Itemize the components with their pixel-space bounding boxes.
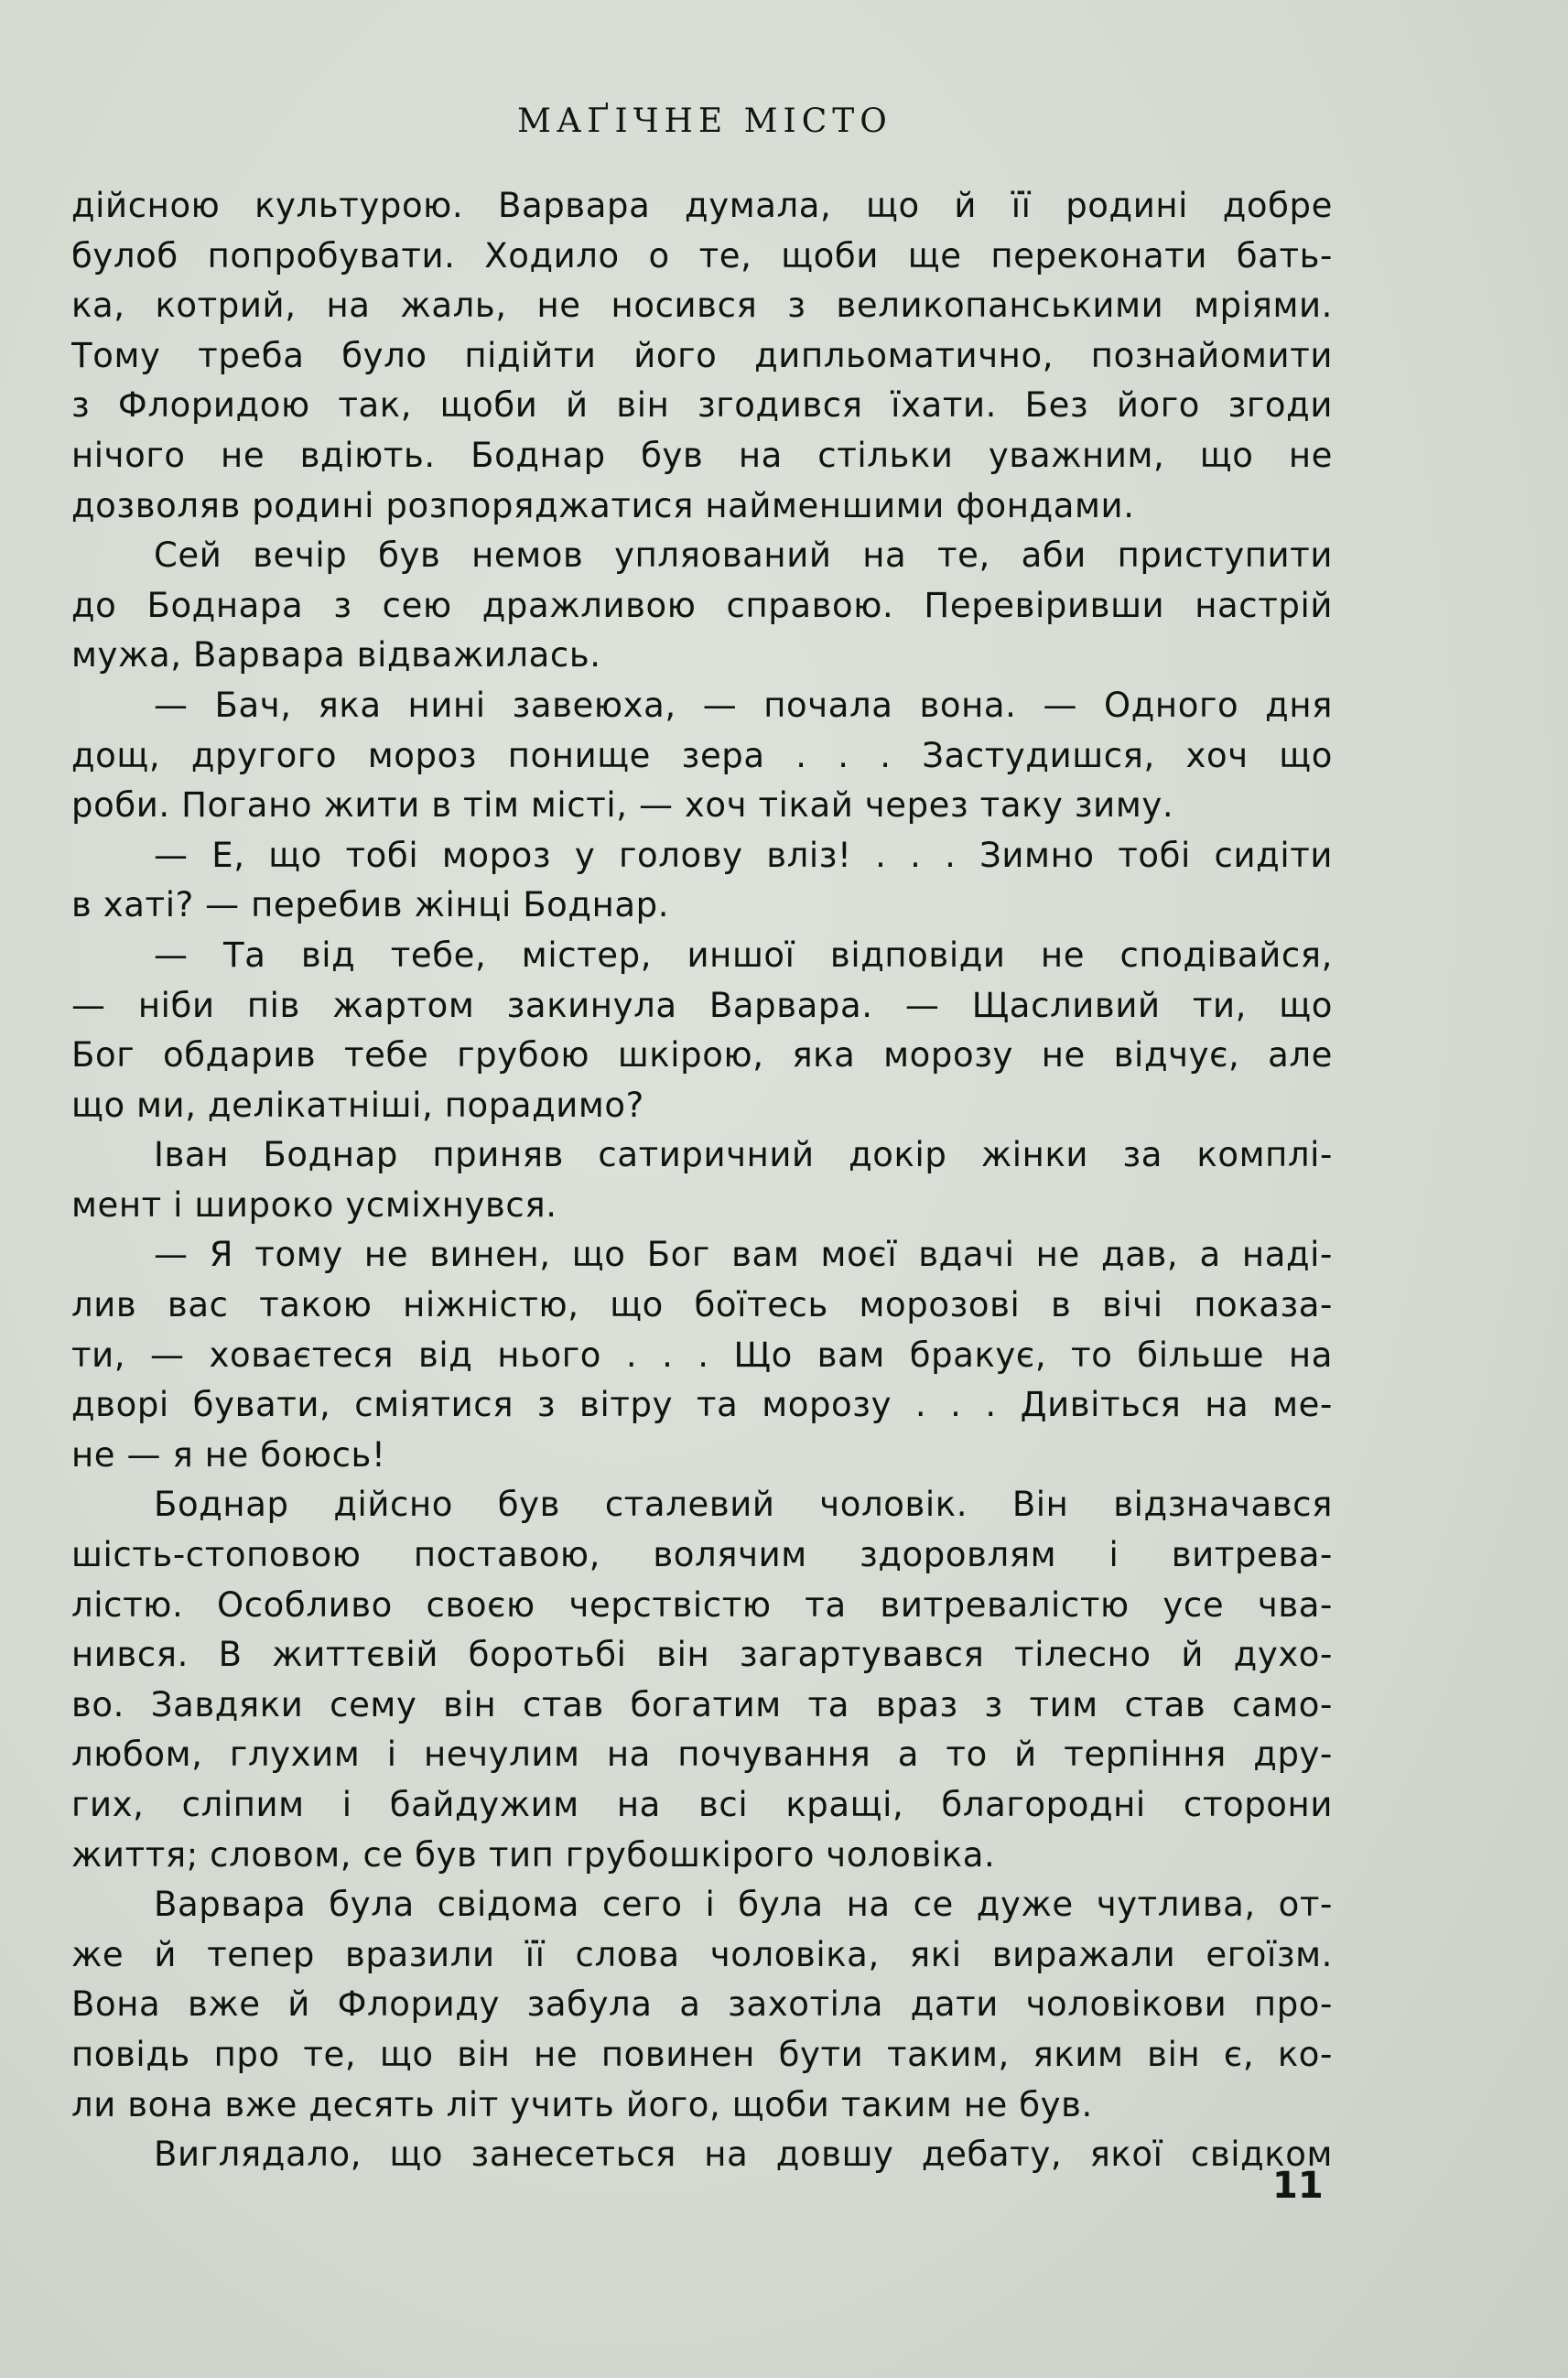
text-line: дощ, другого мороз понище зера . . . Застудишся, хоч що xyxy=(71,735,1333,775)
text-line: же й тепер вразили її слова чоловіка, які виражали егоїзм. xyxy=(71,1934,1333,1974)
text-line: во. Завдяки сему він став богатим та враз з тим став само- xyxy=(71,1684,1333,1724)
text-line: любом, глухим і нечулим на почування а то й терпіння дру- xyxy=(71,1735,1333,1775)
text-line: мент і широко усміхнувся. xyxy=(71,1184,557,1225)
text-line: дійсною культурою. Варвара думала, що й її родині добре xyxy=(71,186,1333,225)
text-line: нився. В життєвій боротьбі він загартувався тілесно й духо- xyxy=(71,1635,1333,1675)
text-line: нічого не вдіють. Боднар був на стільки уважним, що не xyxy=(71,435,1333,475)
text-line: до Боднара з сею дражливою справою. Перевіривши настрій xyxy=(71,585,1333,625)
text-line: — Бач, яка нині завеюха, — почала вона. — Одного дня xyxy=(154,685,1333,725)
text-line: — Я тому не винен, що Бог вам моєї вдачі не дав, а наді- xyxy=(154,1235,1333,1275)
text-line: Сей вечір був немов упляований на те, аби приступити xyxy=(154,535,1333,576)
text-line: повідь про те, що він не повинен бути таким, яким він є, ко- xyxy=(71,2034,1333,2074)
text-line: в хаті? — перебив жінці Боднар. xyxy=(71,885,670,925)
text-line: булоб попробувати. Ходило о те, щоби ще переконати бать- xyxy=(71,235,1333,276)
text-line: ти, — ховаєтеся від нього . . . Що вам бракує, то більше на xyxy=(71,1335,1333,1375)
text-line: мужа, Варвара відважилась. xyxy=(71,635,601,676)
body-text xyxy=(71,181,1333,2180)
text-line: лив вас такою ніжністю, що боїтесь морозові в вічі показа- xyxy=(71,1285,1333,1325)
text-line: Вона вже й Флориду забула а захотіла дати чоловікови про- xyxy=(71,1984,1333,2025)
text-line: шість-стоповою поставою, волячим здоровлям і витрева- xyxy=(71,1535,1333,1575)
text-line: роби. Погано жити в тім місті, — хоч тікай через таку зиму. xyxy=(71,785,1174,826)
text-line: дозволяв родині розпоряджатися найменшими фондами. xyxy=(71,485,1135,525)
text-line: ка, котрий, на жаль, не носився з великопанськими мріями. xyxy=(71,286,1333,326)
text-line: Виглядало, що занесеться на довшу дебату, якої свідком xyxy=(154,2135,1333,2175)
page-number: 11 xyxy=(1272,2165,1324,2207)
text-line: ли вона вже десять літ учить його, щоби таким не був. xyxy=(71,2084,1093,2124)
text-line: Варвара була свідома сего і була на се дуже чутлива, от- xyxy=(154,1885,1333,1925)
running-header: МАҐІЧНЕ МІСТО xyxy=(517,103,892,140)
text-line: Бог обдарив тебе грубою шкірою, яка морозу не відчує, але xyxy=(71,1035,1333,1076)
text-line: — Е, що тобі мороз у голову вліз! . . . Зимно тобі сидіти xyxy=(154,835,1333,875)
text-line: дворі бувати, сміятися з вітру та морозу . . . Дивіться на ме- xyxy=(71,1385,1333,1425)
text-line: Тому треба було підійти його дипльоматично, познайомити xyxy=(71,335,1333,375)
text-line: що ми, делікатніші, порадимо? xyxy=(71,1085,644,1125)
text-line: життя; словом, се був тип грубошкірого чоловіка. xyxy=(71,1834,996,1875)
text-line: — Та від тебе, містер, иншої відповіди не сподівайся, xyxy=(154,935,1333,975)
text-line: лістю. Особливо своєю черствістю та витревалістю усе чва- xyxy=(71,1584,1333,1625)
text-line: Іван Боднар приняв сатиричний докір жінки за комплі- xyxy=(154,1135,1333,1175)
text-line: гих, сліпим і байдужим на всі кращі, благородні сторони xyxy=(71,1785,1333,1824)
text-line: з Флоридою так, щоби й він згодився їхати. Без його згоди xyxy=(71,385,1333,426)
text-line: — ніби пів жартом закинула Варвара. — Щасливий ти, що xyxy=(71,985,1333,1025)
text-line: не — я не боюсь! xyxy=(71,1434,386,1475)
text-line: Боднар дійсно був сталевий чоловік. Він відзначався xyxy=(154,1485,1333,1525)
